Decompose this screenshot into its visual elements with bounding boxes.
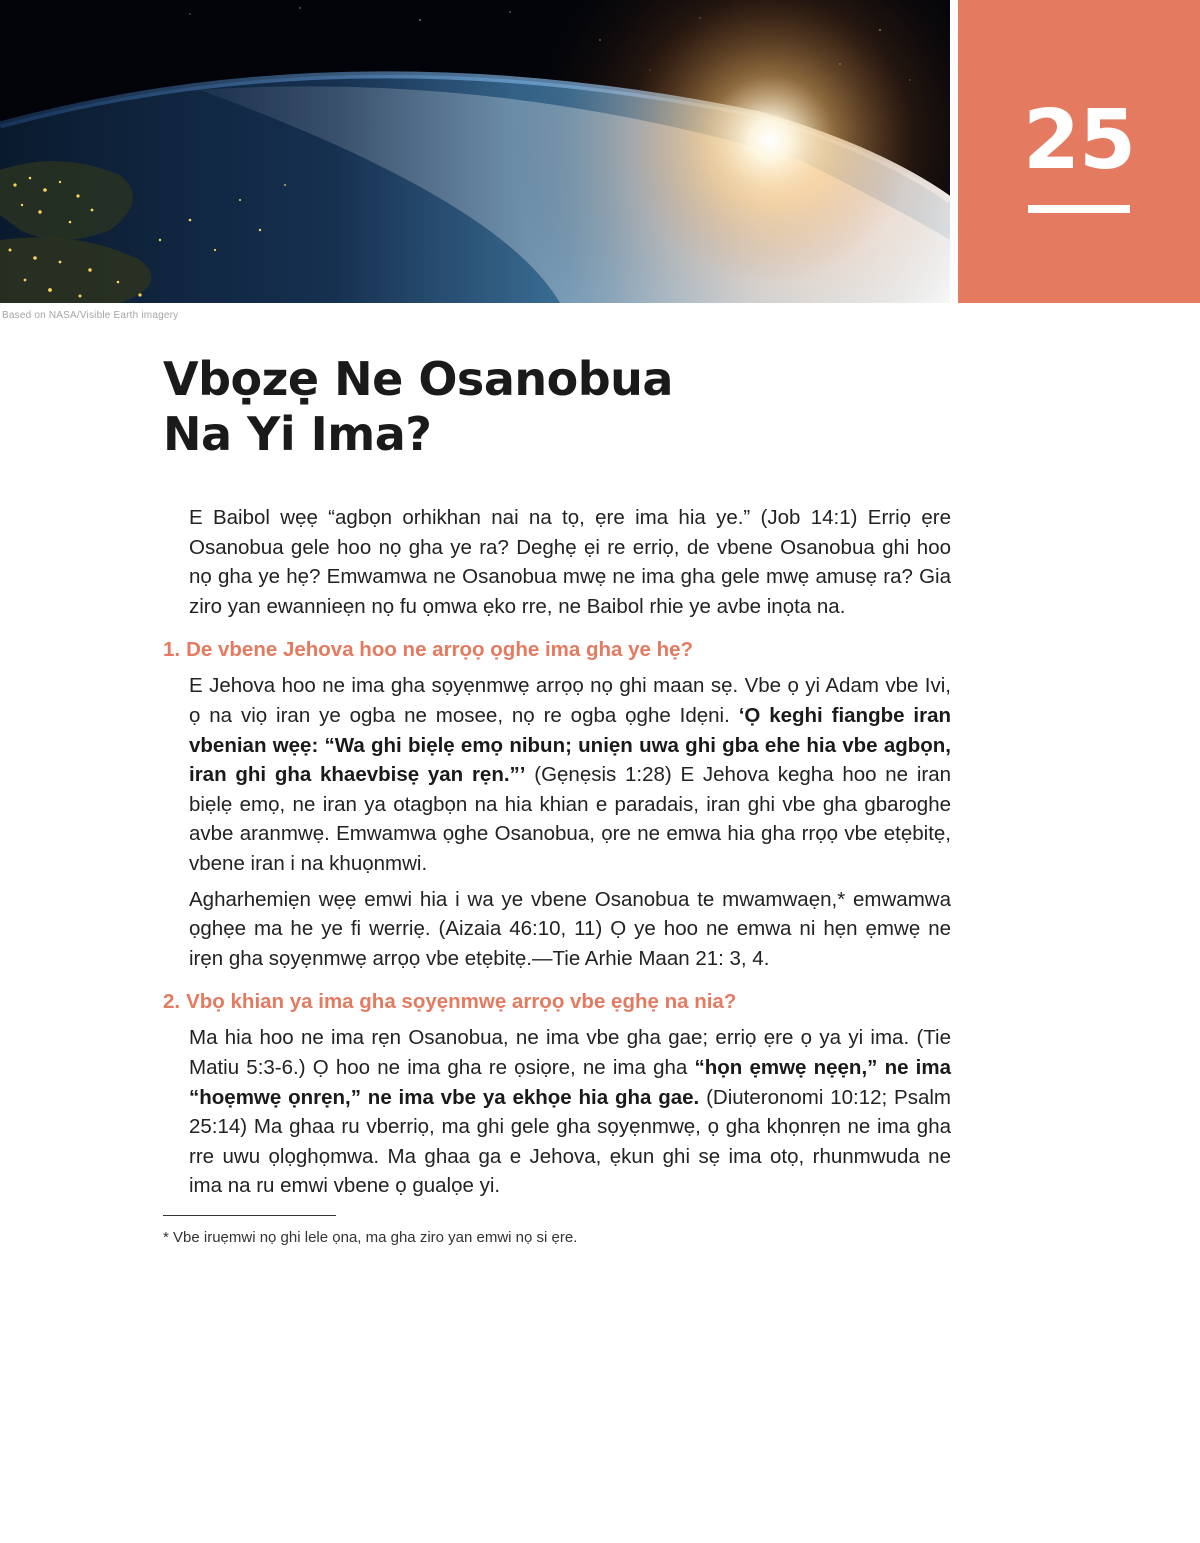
intro-paragraph: E Baibol wẹẹ “agbọn orhikhan nai na tọ, ẹre ima hia ye.” (Job 14:1) Erriọ ẹre Osanobua gele hoo nọ gha ye ra? Deghẹ ẹi re erriọ, de vbene Osanobua ghi hoo nọ gha ye hẹ? Emwamwa ne Osanobua mwẹ ne ima gha gele mwẹ amusẹ ra? Gia ziro yan ewannieẹn nọ fu ọmwa ẹko rre, ne Baibol rhie ye avbe inọta na.: [189, 506, 951, 618]
earth-header-image: [0, 0, 950, 303]
footnote: * Vbe iruẹmwi nọ ghi lele ọna, ma gha ziro yan emwi nọ si ẹre.: [163, 1228, 578, 1246]
section-2-text-b: (Diuteronomi 10:12; Psalm 25:14) Ma ghaa ru vberriọ, ma ghi gele gha sọyẹnmwẹ, ọ gha khọnrẹn ne ima gha rre uwu ọlọghọmwa. Ma ghaa ga e Jehova, ẹkun ghi sẹ ima otọ, rhunmwuda ne ima na ru emwi vbene ọ gualọe yi.: [189, 1085, 951, 1198]
section-2-text-a: Ma hia hoo ne ima rẹn Osanobua, ne ima vbe gha gae; erriọ ẹre ọ ya yi ima. (Tie Matiu 5:3-6.) Ọ hoo ne ima gha re ọsiọre, ne ima gha: [189, 1026, 951, 1079]
title-line-1: Vbọzẹ Ne Osanobua: [163, 352, 673, 406]
image-credit: Based on NASA/Visible Earth imagery: [2, 310, 179, 321]
lesson-number-underline: [1028, 205, 1130, 213]
question-2-number: 2.: [163, 990, 181, 1014]
section-1-text-a: E Jehova hoo ne ima gha sọyẹnmwẹ arrọọ nọ ghi maan sẹ. Vbe ọ yi Adam vbe Ivi, ọ na viọ iran ye ogba ne mosee, nọ re ogba ọghe Idẹni.: [189, 674, 951, 727]
section-1-paragraph-2: Agharhemiẹn wẹẹ emwi hia i wa ye vbene Osanobua te mwamwaẹn,* emwamwa ọghẹe ma he ye fi werriẹ. (Aizaia 46:10, 11) Ọ ye hoo ne emwa ni hẹn ẹmwẹ ne irẹn gha sọyẹnmwẹ arrọọ vbe etẹbitẹ.—Tie Arhie Maan 21: 3, 4.: [189, 887, 951, 970]
question-1-heading: [163, 635, 951, 664]
section-1-text-b: (Gẹnẹsis 1:28) E Jehova kegha hoo ne iran biẹlẹ emọ, ne iran ya otagbọn na hia khian e paradais, iran ghi vbe gha gbaroghe avbe aranmwẹ. Emwamwa ọghe Osanobua, ọre ne emwa hia gha rrọọ vbe etẹbitẹ, vbene iran i na khuọnmwi.: [189, 763, 951, 875]
lesson-number: 25: [1022, 93, 1136, 188]
title-line-2: Na Yi Ima?: [163, 407, 432, 461]
question-1-number: 1.: [163, 638, 181, 662]
question-2-heading: [163, 987, 951, 1016]
section-2-bold-quote: “họn ẹmwẹ nẹẹn,” ne ima “hoẹmwẹ ọnrẹn,” ne ima vbe ya ekhọe hia gha gae.: [189, 1055, 951, 1109]
lesson-number-badge: [958, 0, 1200, 303]
question-2-text: Vbọ khian ya ima gha sọyẹnmwẹ arrọọ vbe ẹghẹ na nia?: [186, 990, 737, 1014]
section-1-paragraph-1: [189, 671, 951, 878]
question-1-text: De vbene Jehova hoo ne arrọọ ọghe ima gha ye hẹ?: [186, 638, 694, 662]
page-title: [163, 352, 863, 462]
lesson-body: [163, 503, 951, 1248]
section-1-bold-quote: ‘Ọ keghi fiangbe iran vbenian wẹẹ: “Wa ghi biẹlẹ emọ nibun; uniẹn uwa ghi gba ehe hia vbe agbọn, iran ghi gha khaevbisẹ yan rẹn.”’: [189, 703, 951, 787]
footnote-divider: [163, 1215, 336, 1216]
section-2-paragraph-1: [189, 1023, 951, 1201]
